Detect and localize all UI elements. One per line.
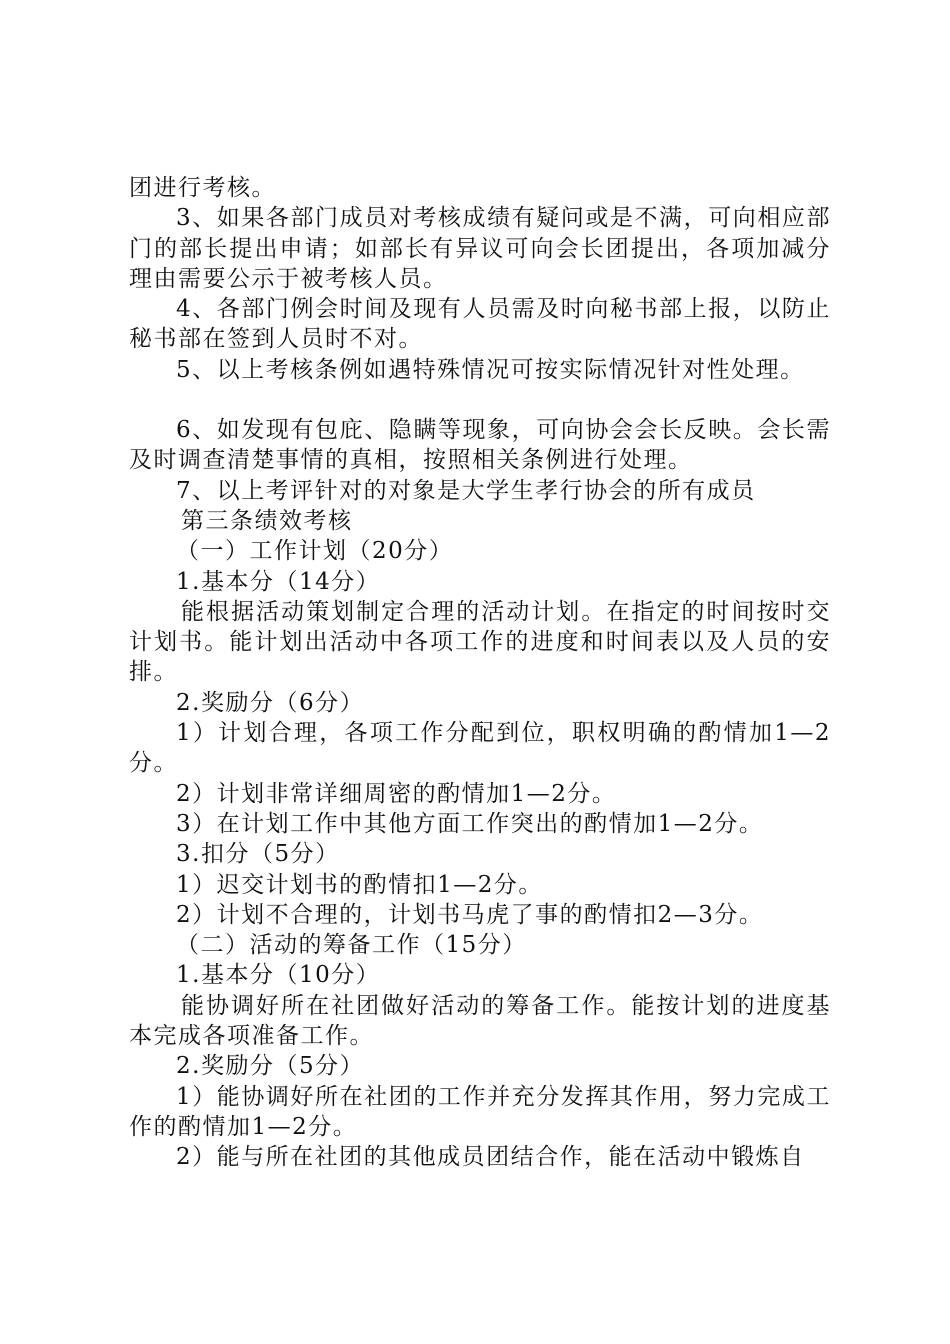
paragraph-item-6: 6、如发现有包庇、隐瞒等现象，可向协会会长反映。会长需及时调查清楚事情的真相，按照相关条例进行处理。 [129,417,831,474]
blank-line [129,385,831,415]
subsection-heading-preparation: （二）活动的筹备工作（15分） [176,932,527,959]
list-item-bonus-3: 3）在计划工作中其他方面工作突出的酌情加1—2分。 [176,810,764,837]
list-item-deduction-1: 1）迟交计划书的酌情扣1—2分。 [176,871,543,898]
item-bonus-score-1: 2.奖励分（6分） [176,689,365,716]
paragraph-basic-score-desc-1: 能根据活动策划制定合理的活动计划。在指定的时间按时交计划书。能计划出活动中各项工作的进度和时间表以及人员的安排。 [129,598,831,686]
paragraph-continuation: 团进行考核。 [129,175,276,201]
item-bonus-score-2: 2.奖励分（5分） [176,1053,365,1080]
list-item-bonus-2: 2）计划非常详细周密的酌情加1—2分。 [176,780,617,807]
paragraph-item-7: 7、以上考评针对的对象是大学生孝行协会的所有成员 [176,477,756,504]
item-basic-score-1: 1.基本分（14分） [176,568,381,595]
list-item-prep-bonus-1: 1）能协调好所在社团的工作并充分发挥其作用，努力完成工作的酌情加1—2分。 [129,1083,831,1140]
subsection-heading-work-plan: （一）工作计划（20分） [176,538,454,565]
paragraph-basic-score-desc-2: 能协调好所在社团做好活动的筹备工作。能按计划的进度基本完成各项准备工作。 [129,992,831,1050]
document-body [129,173,831,1173]
paragraph-item-3: 3、如果各部门成员对考核成绩有疑问或是不满，可向相应部门的部长提出申请；如部长有异议可向会长团提出，各项加减分理由需要公示于被考核人员。 [129,205,831,292]
list-item-prep-bonus-2: 2）能与所在社团的其他成员团结合作，能在活动中锻炼自 [176,1144,805,1171]
paragraph-item-5: 5、以上考核条例如遇特殊情况可按实际情况针对性处理。 [176,356,805,383]
list-item-bonus-1: 1）计划合理，各项工作分配到位，职权明确的酌情加1—2分。 [129,720,831,777]
section-heading-article-3: 第三条绩效考核 [181,507,353,534]
paragraph-item-4: 4、各部门例会时间及现有人员需及时向秘书部上报，以防止秘书部在签到人员时不对。 [129,296,831,353]
item-deduction: 3.扣分（5分） [176,841,340,868]
list-item-deduction-2: 2）计划不合理的，计划书马虎了事的酌情扣2—3分。 [176,901,764,928]
item-basic-score-2: 1.基本分（10分） [176,962,381,989]
